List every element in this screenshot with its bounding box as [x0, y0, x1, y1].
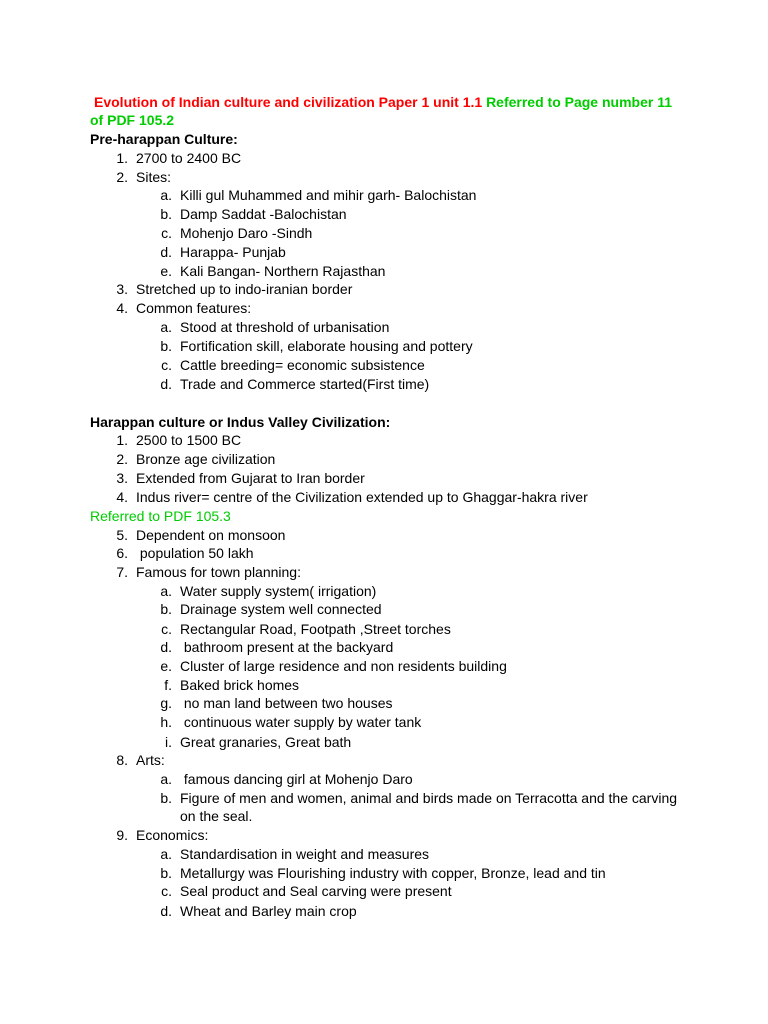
- list-item: 4. Common features:: [116, 300, 252, 316]
- list-item: 6. population 50 lakh: [116, 545, 254, 561]
- list-item: b. Figure of men and women, animal and birds made on Terracotta and the carving: [160, 790, 678, 806]
- list-item: 5. Dependent on monsoon: [116, 527, 286, 543]
- document-title: [94, 93, 672, 111]
- list-item: c. Cattle breeding= economic subsistence: [161, 357, 425, 373]
- list-item: c. Rectangular Road, Footpath ,Street torches: [161, 621, 451, 637]
- list-item: a. famous dancing girl at Mohenjo Daro: [160, 771, 413, 787]
- list-item-continuation: on the seal.: [180, 808, 253, 824]
- list-item: c. Seal product and Seal carving were present: [161, 883, 452, 899]
- title-green-text: Referred to Page number 11: [486, 94, 673, 110]
- list-item: g. no man land between two houses: [160, 695, 393, 711]
- list-item: d. Wheat and Barley main crop: [160, 903, 357, 919]
- list-item: e. Kali Bangan- Northern Rajasthan: [160, 263, 386, 279]
- list-item: h. continuous water supply by water tank: [160, 714, 422, 730]
- list-item: e. Cluster of large residence and non residents building: [160, 658, 507, 674]
- list-item: 2. Sites:: [116, 169, 172, 185]
- list-item: i. Great granaries, Great bath: [165, 734, 352, 750]
- list-item: a. Standardisation in weight and measures: [160, 846, 430, 862]
- list-item: b. Drainage system well connected: [160, 601, 382, 617]
- harappan-heading: Harappan culture or Indus Valley Civilization:: [90, 414, 391, 430]
- list-item: 1. 2700 to 2400 BC: [116, 150, 242, 166]
- list-item: d. bathroom present at the backyard: [160, 639, 394, 655]
- list-item: d. Trade and Commerce started(First time): [160, 376, 430, 392]
- list-item: 4. Indus river= centre of the Civilization extended up to Ghaggar-hakra river: [116, 489, 588, 505]
- list-item: a. Killi gul Muhammed and mihir garh- Balochistan: [160, 187, 477, 203]
- list-item: a. Stood at threshold of urbanisation: [160, 319, 390, 335]
- list-item: b. Damp Saddat -Balochistan: [160, 206, 347, 222]
- pre-harappan-heading: Pre-harappan Culture:: [90, 131, 238, 147]
- title-red-text: Evolution of Indian culture and civilization Paper 1 unit 1.1: [94, 94, 483, 110]
- list-item: b. Metallurgy was Flourishing industry with copper, Bronze, lead and tin: [160, 865, 606, 881]
- list-item: a. Water supply system( irrigation): [160, 583, 377, 599]
- list-item: 1. 2500 to 1500 BC: [116, 432, 242, 448]
- list-item: 8. Arts:: [116, 752, 165, 768]
- list-item: 3. Extended from Gujarat to Iran border: [116, 470, 365, 486]
- list-item: f. Baked brick homes: [164, 677, 300, 693]
- list-item: 7. Famous for town planning:: [116, 564, 301, 580]
- list-item: b. Fortification skill, elaborate housing and pottery: [160, 338, 473, 354]
- reference-note: Referred to PDF 105.3: [90, 508, 231, 524]
- list-item: d. Harappa- Punjab: [160, 244, 286, 260]
- list-item: 2. Bronze age civilization: [116, 451, 276, 467]
- list-item: 3. Stretched up to indo-iranian border: [116, 281, 353, 297]
- list-item: c. Mohenjo Daro -Sindh: [161, 225, 313, 241]
- list-item: 9. Economics:: [116, 827, 209, 843]
- title-green-continuation: of PDF 105.2: [90, 112, 175, 128]
